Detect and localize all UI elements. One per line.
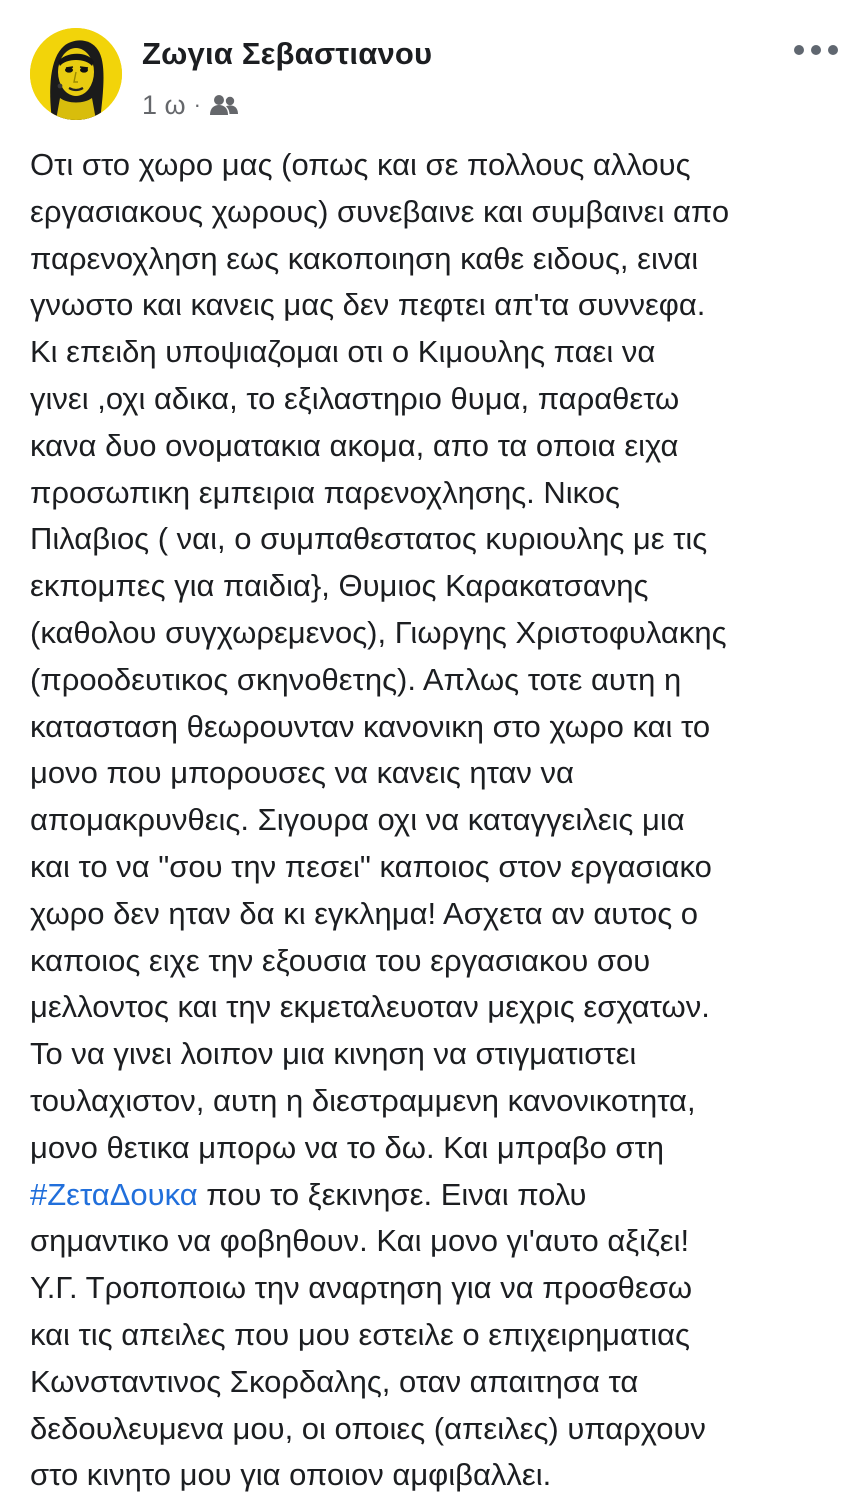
post-text-line: και το να "σου την πεσει" καποιος στον εργασιακο [30,848,712,884]
author-name[interactable]: Ζωγια Σεβαστιανου [142,36,433,71]
post-text-line: γνωστο και κανεις μας δεν πεφτει απ'τα συννεφα. [30,287,706,323]
more-options-icon[interactable] [794,38,838,62]
post-text-line: απομακρυνθεις. Σιγουρα οχι να καταγγειλεις μια [30,802,685,838]
post-text-line: καποιος ειχε την εξουσια του εργασιακου σου [30,942,651,978]
post-text-line: (καθολου συγχωρεμενος), Γιωργης Χριστοφυλακης [30,614,727,650]
post-text-line: κανα δυο ονοματακια ακομα, απο τα οποια ειχα [30,427,679,463]
meta-separator: · [193,92,201,117]
post-text-line: Πιλαβιος ( ναι, ο συμπαθεστατος κυριουλης με τις [30,521,708,557]
more-dot [811,45,821,55]
post-text-fragment: που το ξεκινησε. Ειναι πολυ [197,1176,587,1212]
post-text-line: (προοδευτικος σκηνοθετης). Απλως τοτε αυτη η [30,661,682,697]
post-text-line: στο κινητο μου για οποιον αμφιβαλλει. [30,1457,552,1493]
post-text-line: παρενοχληση εως κακοποιηση καθε ειδους, ειναι [30,240,699,276]
post-text-line: μονο που μπορουσες να κανεις ηταν να [30,755,574,791]
post-text-line: κατασταση θεωρουνταν κανονικη στο χωρο και το [30,708,711,744]
post-meta [142,88,239,122]
post-text-line: εργασιακους χωρους) συνεβαινε και συμβαινει απο [30,193,730,229]
post-text-line: Υ.Γ. Τροποποιω την αναρτηση για να προσθεσω [30,1270,693,1306]
post-text-line: μελλοντος και την εκμεταλευοταν μεχρις εσχατων. [30,989,710,1025]
post-text-line: Το να γινει λοιπον μια κινηση να στιγματιστει [30,1036,637,1072]
post-text-line: σημαντικο να φοβηθουν. Και μονο γι'αυτο αξιζει! [30,1223,690,1259]
post-text-line: Οτι στο χωρο μας (οπως και σε πολλους αλλους [30,147,691,182]
post-text-line: χωρο δεν ηταν δα κι εγκλημα! Ασχετα αν αυτος ο [30,895,699,931]
more-dot [828,45,838,55]
avatar[interactable] [30,28,122,120]
post-header [30,28,840,124]
post-text-line: Κι επειδη υποψιαζομαι οτι ο Κιμουλης παει να [30,334,656,370]
post-text-line: μονο θετικα μπορω να το δω. Και μπραβο στη [30,1129,665,1165]
post-text-line: Κωνσταντινος Σκορδαλης, οταν απαιτησα τα [30,1363,639,1399]
profile-photo-icon [30,28,122,120]
post-text-line: εκπομπες για παιδια}, Θυμιος Καρακατσανης [30,568,649,604]
post-text-line: και τις απειλες που μου εστειλε ο επιχειρηματιας [30,1316,690,1352]
post-timestamp[interactable]: 1 ω [142,89,186,120]
post-text-line: τουλαχιστον, αυτη η διεστραμμενη κανονικοτητα, [30,1082,696,1118]
hashtag-link[interactable]: #ΖεταΔουκα [30,1176,198,1212]
post-text-line: προσωπικη εμπειρια παρενοχλησης. Νικος [30,474,620,510]
post-text [30,142,850,1499]
friends-icon[interactable] [209,93,239,117]
more-dot [794,45,804,55]
post-text-line-hashtag [30,1172,850,1219]
post-text-line: δεδουλευμενα μου, οι οποιες (απειλες) υπαρχουν [30,1410,706,1446]
post-text-line: γινει ,οχι αδικα, το εξιλαστηριο θυμα, παραθετω [30,380,680,416]
